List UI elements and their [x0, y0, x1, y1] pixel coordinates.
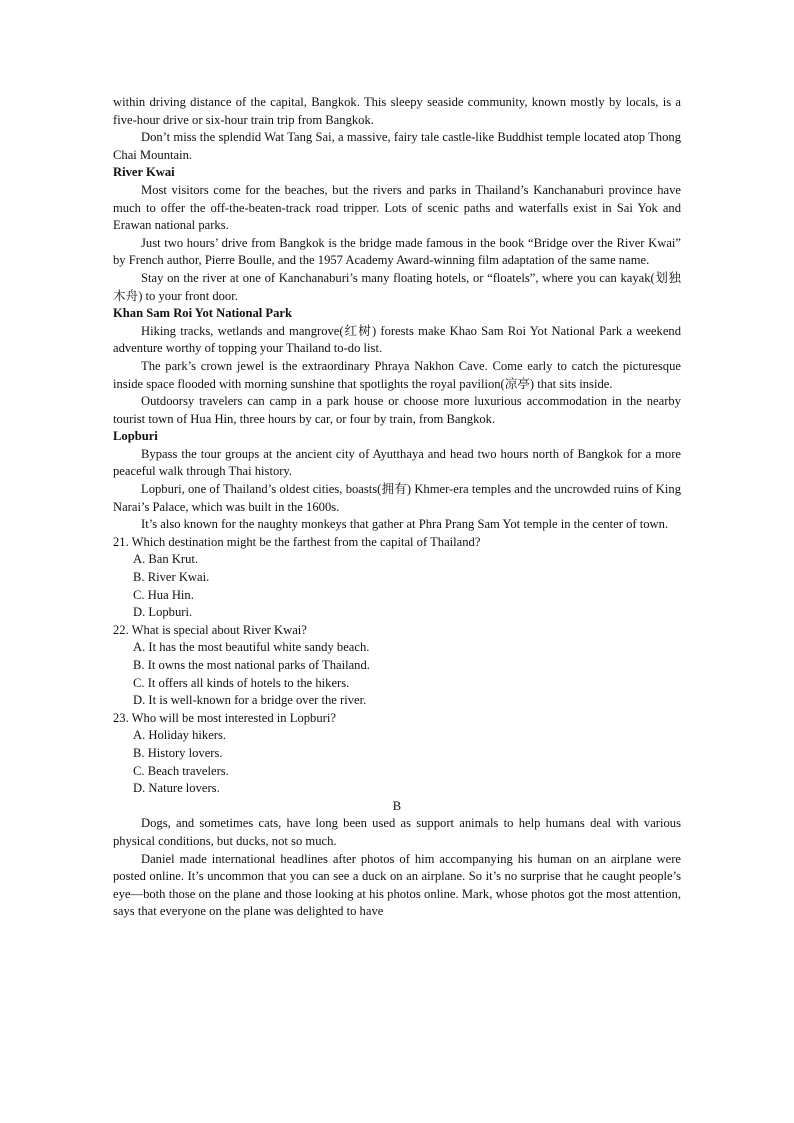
question-23-option-d: D. Nature lovers.	[133, 781, 220, 796]
khan-sam-roi-yot-paragraph-3: Outdoorsy travelers can camp in a park house or choose more luxurious accommodation in the nearby tourist town of Hua Hin, three hours by car, or four by train, from Bangkok.	[113, 394, 681, 426]
question-22-option-c: C. It offers all kinds of hotels to the hikers.	[133, 675, 350, 690]
section-heading-khan-sam-roi-yot: Khan Sam Roi Yot National Park	[113, 306, 293, 321]
lopburi-paragraph-2: Lopburi, one of Thailand’s oldest cities, boasts(拥有) Khmer-era temples and the uncrowded ruins of King Narai’s Palace, which was built in the 1600s.	[113, 482, 681, 514]
question-21-option-b: B. River Kwai.	[133, 570, 210, 585]
lopburi-paragraph-3: It’s also known for the naughty monkeys that gather at Phra Prang Sam Yot temple in the center of town.	[141, 517, 669, 532]
question-22: 22. What is special about River Kwai?	[113, 622, 307, 637]
section-heading-river-kwai: River Kwai	[113, 165, 175, 180]
question-22-option-b: B. It owns the most national parks of Thailand.	[133, 658, 370, 672]
question-23-option-b: B. History lovers.	[133, 745, 223, 760]
khan-sam-roi-yot-paragraph-2: The park’s crown jewel is the extraordinary Phraya Nakhon Cave. Come early to catch the picturesque inside space flooded with morning sunshine that spotlights the royal pavilion(凉亭) that sits inside.	[113, 358, 681, 391]
question-23-option-c: C. Beach travelers.	[133, 763, 229, 778]
river-kwai-paragraph-3: Stay on the river at one of Kanchanaburi’s many floating hotels, or “floatels”, where you can kayak(划独木舟) to your front door.	[113, 270, 681, 303]
river-kwai-paragraph-1: Most visitors come for the beaches, but the rivers and parks in Thailand’s Kanchanaburi province have much to offer the off-the-beaten-track road tripper. Lots of scenic paths and waterfalls exist in Sai Yok and Erawan national parks.	[113, 182, 681, 233]
question-23: 23. Who will be most interested in Lopburi?	[113, 710, 336, 725]
question-22-option-d: D. It is well-known for a bridge over the river.	[133, 693, 367, 708]
lopburi-paragraph-1: Bypass the tour groups at the ancient city of Ayutthaya and head two hours north of Bangkok for a more peaceful walk through Thai history.	[113, 446, 681, 479]
section-b-label: B	[392, 798, 402, 813]
section-heading-lopburi: Lopburi	[113, 429, 158, 444]
river-kwai-paragraph-2: Just two hours’ drive from Bangkok is the bridge made famous in the book “Bridge over the River Kwai” by French author, Pierre Boulle, and the 1957 Academy Award-winning film adaptation of the same name.	[113, 235, 681, 268]
intro-paragraph-2: Don’t miss the splendid Wat Tang Sai, a massive, fairy tale castle-like Buddhist temple located atop Thong Chai Mountain.	[113, 130, 681, 162]
section-b-paragraph-1: Dogs, and sometimes cats, have long been used as support animals to help humans deal with various physical conditions, but ducks, not so much.	[113, 816, 681, 848]
intro-paragraph-1: within driving distance of the capital, Bangkok. This sleepy seaside community, known mostly by locals, is a five-hour drive or six-hour train trip from Bangkok.	[113, 95, 681, 127]
question-22-option-a: A. It has the most beautiful white sandy beach.	[133, 640, 370, 655]
section-b-paragraph-2: Daniel made international headlines after photos of him accompanying his human on an airplane were posted online. It’s uncommon that you can see a duck on an airplane. So it’s no surprise that he caught people’s eye—both those on the plane and those looking at his photos online. Mark, whose photos got the most attention, says that everyone on the plane was delighted to have	[113, 851, 681, 919]
question-23-option-a: A. Holiday hikers.	[133, 728, 227, 743]
question-21-option-a: A. Ban Krut.	[133, 552, 199, 567]
question-21: 21. Which destination might be the farthest from the capital of Thailand?	[113, 534, 481, 549]
document-page	[113, 94, 681, 921]
question-21-option-d: D. Lopburi.	[133, 605, 193, 620]
khan-sam-roi-yot-paragraph-1: Hiking tracks, wetlands and mangrove(红树) forests make Khao Sam Roi Yot National Park a weekend adventure worthy of topping your Thailand to-do list.	[113, 323, 681, 356]
question-21-option-c: C. Hua Hin.	[133, 587, 194, 602]
